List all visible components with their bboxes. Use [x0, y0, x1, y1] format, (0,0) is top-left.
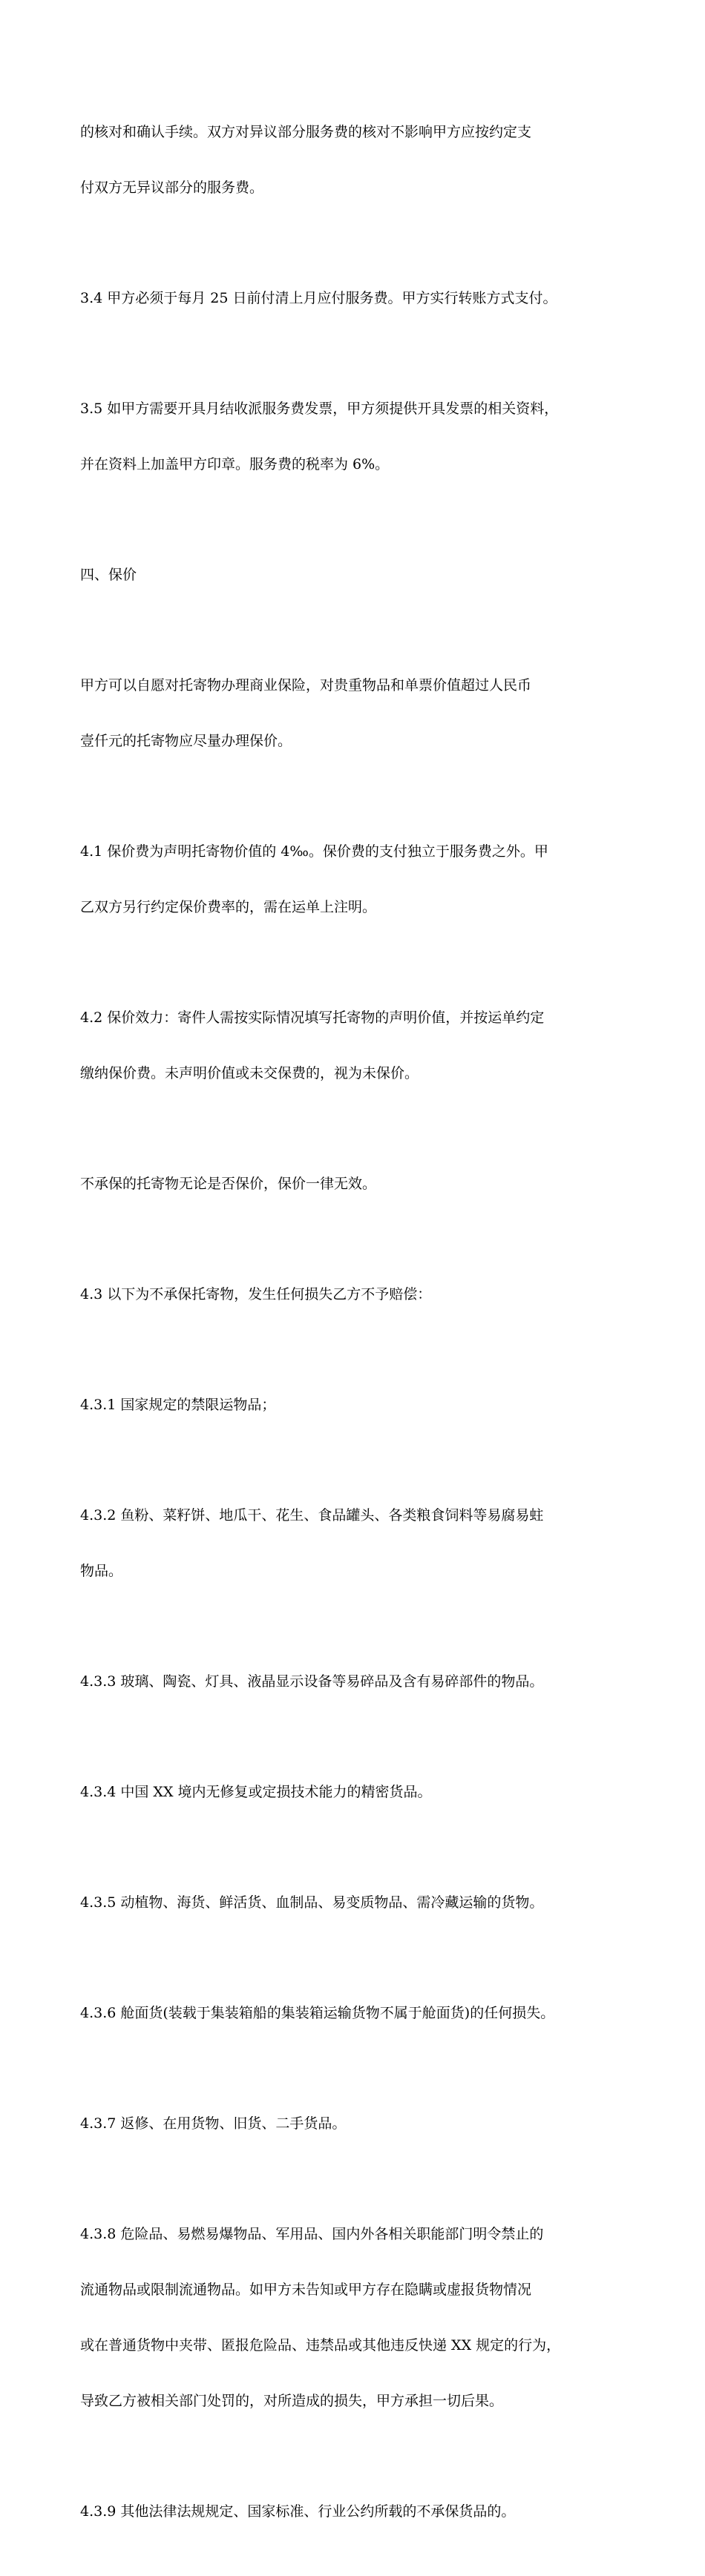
text-line: 4.3 以下为不承保托寄物，发生任何损失乙方不予赔偿：: [80, 1286, 432, 1302]
text-line: 流通物品或限制流通物品。如甲方未告知或甲方存在隐瞒或虚报货物情况: [80, 2282, 532, 2298]
paragraph-4-3-4: [80, 1746, 631, 1839]
text-line: 或在普通货物中夹带、匿报危险品、违禁品或其他违反快递 XX 规定的行为，: [80, 2337, 561, 2353]
section-heading-insurance: [80, 529, 631, 622]
text-line: 物品。: [80, 1563, 123, 1579]
text-line: 4.3.3 玻璃、陶瓷、灯具、液晶显示设备等易碎品及含有易碎部件的物品。: [80, 1673, 544, 1690]
text-line: 4.3.8 危险品、易燃易爆物品、军用品、国内外各相关职能部门明令禁止的: [80, 2226, 544, 2242]
text-line: 乙双方另行约定保价费率的，需在运单上注明。: [80, 899, 377, 915]
paragraph-3-5: [80, 363, 631, 511]
paragraph-4-3-7: [80, 2078, 631, 2170]
text-line: 4.1 保价费为声明托寄物价值的 4‰。保价费的支付独立于服务费之外。甲: [80, 843, 548, 860]
paragraph-4-3-2: [80, 1469, 631, 1618]
paragraph-verification: [80, 86, 631, 234]
text-line: 壹仟元的托寄物应尽量办理保价。: [80, 733, 292, 749]
text-line: 的核对和确认手续。双方对异议部分服务费的核对不影响甲方应按约定支: [80, 124, 532, 140]
paragraph-4-3-5: [80, 1857, 631, 1949]
text-line: 4.3.9 其他法律法规规定、国家标准、行业公约所载的不承保货品的。: [80, 2503, 516, 2520]
paragraph-uninsured: [80, 1138, 631, 1231]
paragraph-4-3: [80, 1248, 631, 1341]
paragraph-4-3-9: [80, 2465, 631, 2558]
text-line: 并在资料上加盖甲方印章。服务费的税率为 6%。: [80, 456, 390, 472]
text-line: 3.5 如甲方需要开具月结收派服务费发票，甲方须提供开具发票的相关资料，: [80, 401, 559, 417]
paragraph-4-3-1: [80, 1359, 631, 1452]
text-line: 缴纳保价费。未声明价值或未交保费的，视为未保价。: [80, 1065, 419, 1081]
paragraph-4-3-8: [80, 2188, 631, 2448]
text-line: 3.4 甲方必须于每月 25 日前付清上月应付服务费。甲方实行转账方式支付。: [80, 290, 557, 306]
paragraph-insurance-intro: [80, 639, 631, 788]
section-heading: 四、保价: [80, 567, 137, 583]
text-line: 4.3.4 中国 XX 境内无修复或定损技术能力的精密货品。: [80, 1784, 432, 1800]
paragraph-4-2: [80, 972, 631, 1120]
paragraph-4-1: [80, 806, 631, 954]
text-line: 不承保的托寄物无论是否保价，保价一律无效。: [80, 1176, 377, 1192]
text-line: 4.3.1 国家规定的禁限运物品；: [80, 1397, 276, 1413]
text-line: 导致乙方被相关部门处罚的，对所造成的损失，甲方承担一切后果。: [80, 2393, 504, 2409]
text-line: 甲方可以自愿对托寄物办理商业保险，对贵重物品和单票价值超过人民币: [80, 677, 532, 694]
text-line: 付双方无异议部分的服务费。: [80, 179, 264, 196]
text-line: 4.3.5 动植物、海货、鲜活货、血制品、易变质物品、需冷藏运输的货物。: [80, 1894, 544, 1911]
paragraph-4-3-3: [80, 1635, 631, 1728]
text-line: 4.3.7 返修、在用货物、旧货、二手货品。: [80, 2115, 347, 2132]
document-page: [80, 86, 631, 2576]
text-line: 4.3.2 鱼粉、菜籽饼、地瓜干、花生、食品罐头、各类粮食饲料等易腐易蛀: [80, 1507, 544, 1523]
paragraph-4-3-6: [80, 1967, 631, 2060]
text-line: 4.2 保价效力：寄件人需按实际情况填写托寄物的声明价值，并按运单约定: [80, 1009, 545, 1026]
text-line: 4.3.6 舱面货(装载于集装箱船的集装箱运输货物不属于舱面货)的任何损失。: [80, 2005, 555, 2021]
paragraph-3-4: [80, 252, 631, 345]
